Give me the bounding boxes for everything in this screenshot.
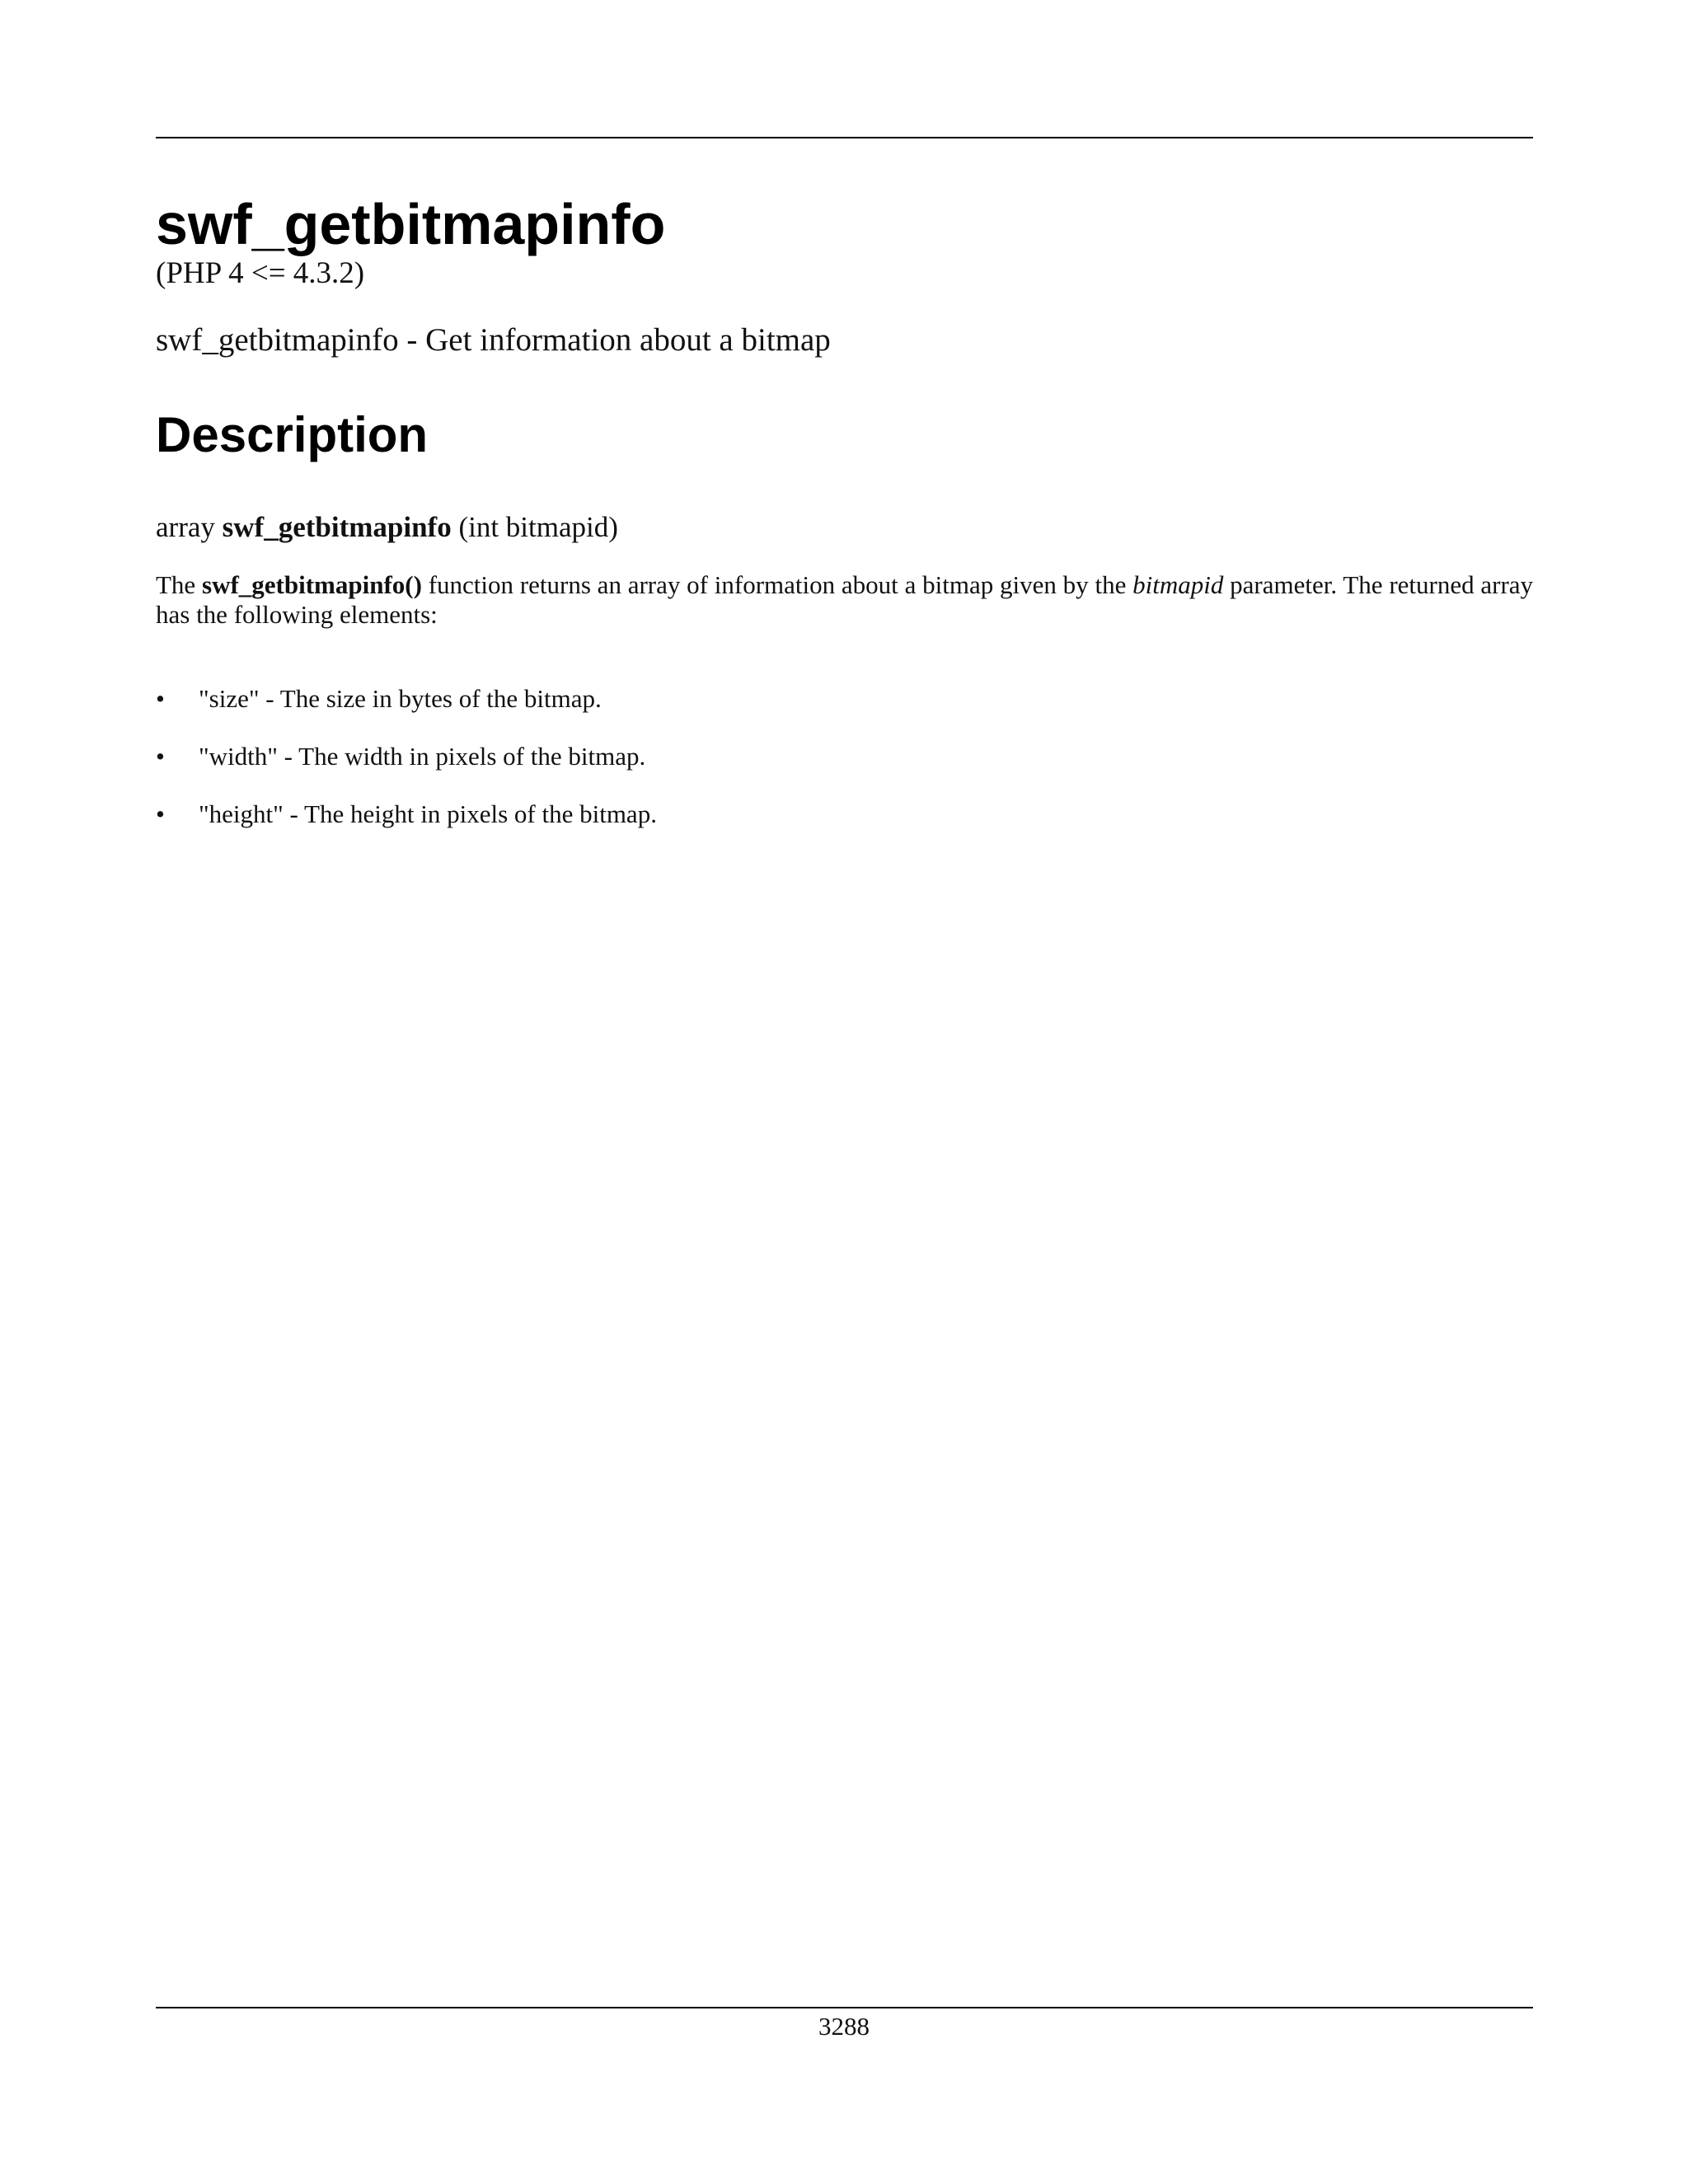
function-name: swf_getbitmapinfo bbox=[222, 511, 452, 543]
function-params: (int bitmapid) bbox=[458, 511, 618, 543]
page-title: swf_getbitmapinfo bbox=[156, 192, 666, 256]
para-lead: The bbox=[156, 570, 196, 599]
return-elements-list bbox=[156, 684, 1533, 857]
list-item-text: "width" - The width in pixels of the bitmap. bbox=[199, 742, 646, 771]
section-heading-description: Description bbox=[156, 407, 429, 462]
page-number: 3288 bbox=[818, 2012, 870, 2041]
list-item bbox=[156, 799, 1533, 857]
bullet: • bbox=[156, 684, 165, 713]
description-paragraph bbox=[156, 570, 1533, 630]
bullet: • bbox=[156, 742, 165, 771]
list-item bbox=[156, 684, 1533, 742]
parameter-name: bitmapid bbox=[1132, 570, 1224, 599]
list-item-text: "height" - The height in pixels of the bitmap. bbox=[199, 799, 657, 828]
refpurpose: swf_getbitmapinfo - Get information about a bitmap bbox=[156, 322, 831, 358]
bullet: • bbox=[156, 799, 165, 828]
return-type: array bbox=[156, 511, 215, 543]
function-reference: swf_getbitmapinfo() bbox=[202, 570, 422, 599]
list-item-text: "size" - The size in bytes of the bitmap. bbox=[199, 684, 602, 713]
top-rule bbox=[156, 137, 1533, 138]
function-synopsis bbox=[156, 509, 618, 546]
para-text-before-param: function returns an array of information about a bitmap given by the bbox=[428, 570, 1127, 599]
list-item bbox=[156, 742, 1533, 799]
para-text-after-param: parameter. The returned array has the following elements: bbox=[156, 570, 1534, 629]
version-info: (PHP 4 <= 4.3.2) bbox=[156, 256, 365, 290]
